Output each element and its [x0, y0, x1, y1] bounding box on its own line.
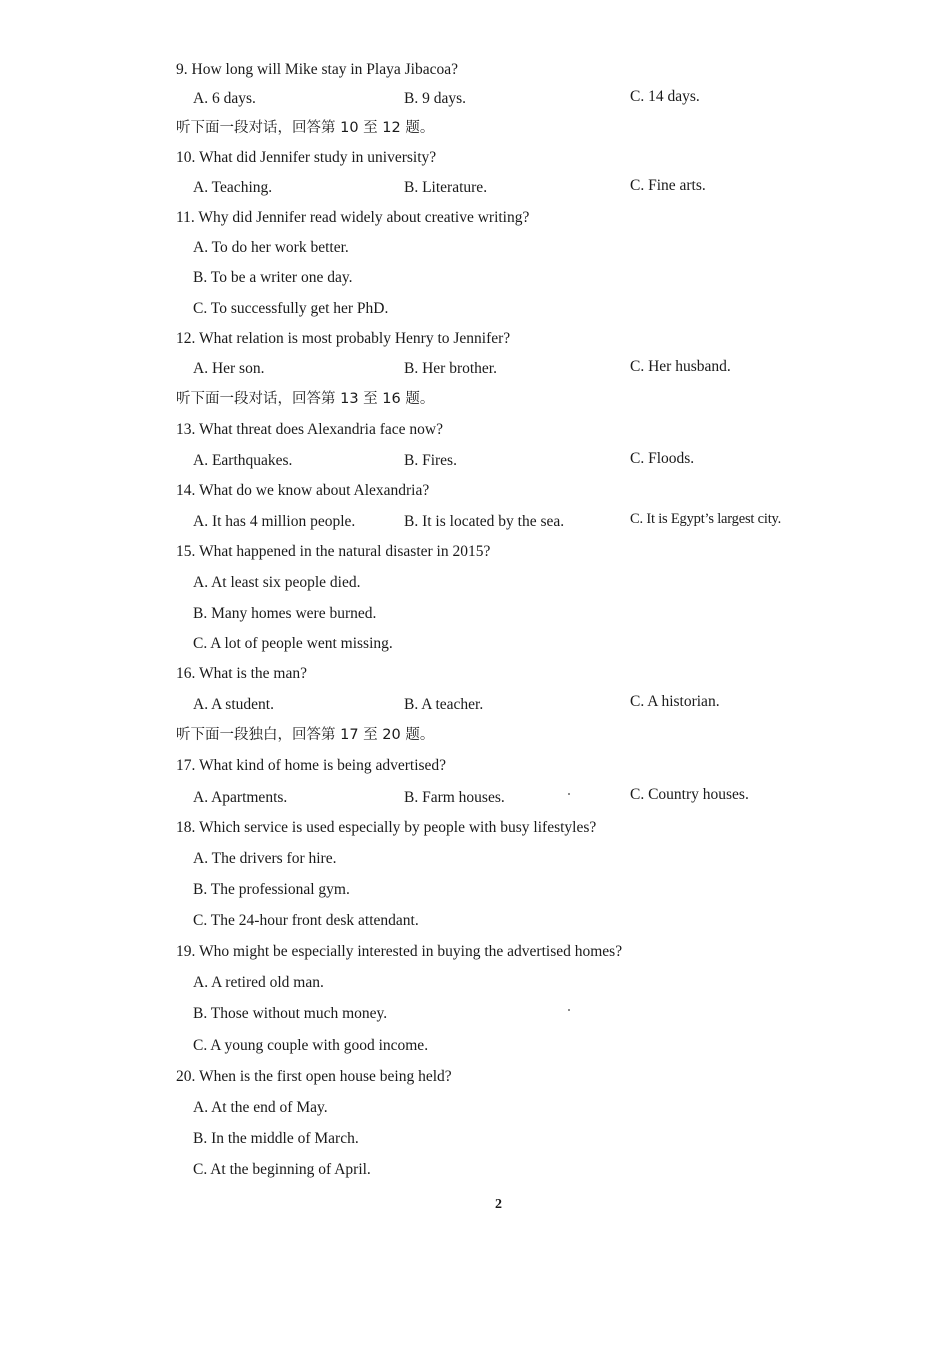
question-20: 20. When is the first open house being held?: [176, 1068, 452, 1085]
q15-option-a: A. At least six people died.: [193, 574, 361, 591]
q18-option-a: A. The drivers for hire.: [193, 850, 337, 867]
q13-option-b: B. Fires.: [404, 452, 457, 469]
q17-option-b: B. Farm houses.: [404, 789, 505, 806]
q15-option-c: C. A lot of people went missing.: [193, 635, 393, 652]
q15-option-b: B. Many homes were burned.: [193, 605, 377, 622]
q16-option-c: C. A historian.: [630, 693, 720, 710]
q19-option-c: C. A young couple with good income.: [193, 1037, 429, 1054]
q13-option-c: C. Floods.: [630, 450, 695, 467]
scan-speck: [568, 1009, 570, 1011]
q10-option-b: B. Literature.: [404, 179, 488, 196]
q11-option-a: A. To do her work better.: [193, 239, 349, 256]
q9-option-b: B. 9 days.: [404, 90, 466, 107]
q14-option-a: A. It has 4 million people.: [193, 513, 356, 530]
q16-option-b: B. A teacher.: [404, 696, 484, 713]
section-instruction-10-12: 听下面一段对话，回答第 10 至 12 题。: [176, 120, 435, 136]
question-11: 11. Why did Jennifer read widely about creative writing?: [176, 209, 530, 226]
q12-option-b: B. Her brother.: [404, 360, 497, 377]
q17-option-c: C. Country houses.: [630, 786, 749, 803]
question-10: 10. What did Jennifer study in university?: [176, 149, 437, 166]
q19-option-a: A. A retired old man.: [193, 974, 324, 991]
q13-option-a: A. Earthquakes.: [193, 452, 293, 469]
q17-option-a: A. Apartments.: [193, 789, 288, 806]
q16-option-a: A. A student.: [193, 696, 274, 713]
question-19: 19. Who might be especially interested in buying the advertised homes?: [176, 943, 623, 960]
question-14: 14. What do we know about Alexandria?: [176, 482, 430, 499]
q14-option-c: C. It is Egypt’s largest city.: [630, 511, 782, 527]
q18-option-c: C. The 24-hour front desk attendant.: [193, 912, 419, 929]
scan-speck: [568, 793, 570, 795]
question-9: 9. How long will Mike stay in Playa Jibacoa?: [176, 61, 458, 78]
q10-option-c: C. Fine arts.: [630, 177, 706, 194]
question-17: 17. What kind of home is being advertised?: [176, 757, 447, 774]
q20-option-a: A. At the end of May.: [193, 1099, 328, 1116]
q14-option-b: B. It is located by the sea.: [404, 513, 565, 530]
section-instruction-13-16: 听下面一段对话，回答第 13 至 16 题。: [176, 391, 435, 407]
question-13: 13. What threat does Alexandria face now?: [176, 421, 443, 438]
section-instruction-17-20: 听下面一段独白，回答第 17 至 20 题。: [176, 727, 435, 743]
q11-option-c: C. To successfully get her PhD.: [193, 300, 389, 317]
q20-option-c: C. At the beginning of April.: [193, 1161, 371, 1178]
question-12: 12. What relation is most probably Henry to Jennifer?: [176, 330, 511, 347]
q11-option-b: B. To be a writer one day.: [193, 269, 353, 286]
question-18: 18. Which service is used especially by people with busy lifestyles?: [176, 819, 597, 836]
q9-option-a: A. 6 days.: [193, 90, 256, 107]
q12-option-c: C. Her husband.: [630, 358, 731, 375]
q19-option-b: B. Those without much money.: [193, 1005, 388, 1022]
q20-option-b: B. In the middle of March.: [193, 1130, 359, 1147]
page-number: 2: [495, 1197, 502, 1212]
q9-option-c: C. 14 days.: [630, 88, 700, 105]
q18-option-b: B. The professional gym.: [193, 881, 350, 898]
question-15: 15. What happened in the natural disaster in 2015?: [176, 543, 491, 560]
q10-option-a: A. Teaching.: [193, 179, 273, 196]
q12-option-a: A. Her son.: [193, 360, 265, 377]
question-16: 16. What is the man?: [176, 665, 308, 682]
